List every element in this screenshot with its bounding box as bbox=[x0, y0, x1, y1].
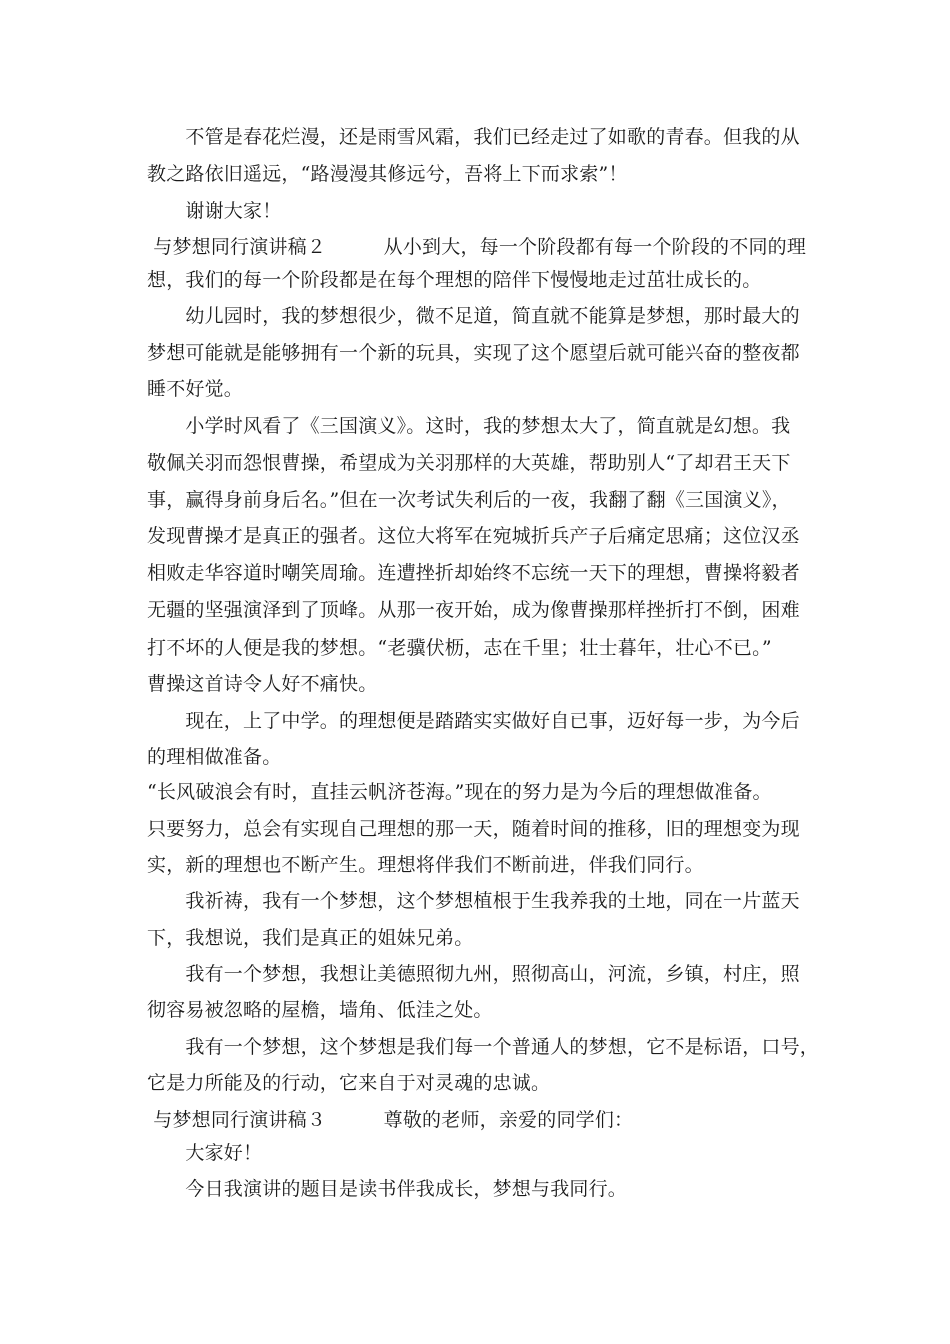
text-line: 大家好！ bbox=[147, 1142, 263, 1164]
text-line: 我祈祷，我有一个梦想，这个梦想植根于生我养我的土地，同在一片蓝天 bbox=[147, 890, 800, 912]
section-heading-line: 与梦想同行演讲稿２ 从小到大，每一个阶段都有每一个阶段的不同的理 bbox=[147, 236, 807, 258]
text-line: 小学时风看了《三国演义》。这时，我的梦想太大了，简直就是幻想。我 bbox=[147, 415, 791, 437]
text-line: 打不坏的人便是我的梦想。“老骥伏枥，志在千里；壮士暮年，壮心不已。” bbox=[147, 637, 772, 659]
text-line: 谢谢大家！ bbox=[147, 200, 282, 222]
section-heading-line: 与梦想同行演讲稿３ 尊敬的老师，亲爱的同学们： bbox=[147, 1109, 634, 1131]
text-line: 幼儿园时，我的梦想很少，微不足道，简直就不能算是梦想，那时最大的 bbox=[147, 305, 800, 327]
text-line: 只要努力，总会有实现自己理想的那一天，随着时间的推移，旧的理想变为现 bbox=[147, 818, 800, 840]
text-line: 我有一个梦想，我想让美德照彻九州，照彻高山，河流，乡镇，村庄，照 bbox=[147, 963, 800, 985]
text-line: 梦想可能就是能够拥有一个新的玩具，实现了这个愿望后就可能兴奋的整夜都 bbox=[147, 342, 800, 364]
text-line: 现在，上了中学。的理想便是踏踏实实做好自已事，迈好每一步，为今后 bbox=[147, 710, 800, 732]
text-line: 不管是春花烂漫，还是雨雪风霜，我们已经走过了如歌的青春。但我的从 bbox=[147, 126, 800, 148]
text-line: 我有一个梦想，这个梦想是我们每一个普通人的梦想，它不是标语，口号， bbox=[147, 1036, 820, 1058]
text-line: 曹操这首诗令人好不痛快。 bbox=[147, 673, 378, 695]
text-line: 睡不好觉。 bbox=[147, 378, 244, 400]
text-line: 彻容易被忽略的屋檐，墙角、低洼之处。 bbox=[147, 999, 493, 1021]
text-line: 发现曹操才是真正的强者。这位大将军在宛城折兵产子后痛定思痛；这位汉丞 bbox=[147, 525, 800, 547]
text-line: 下，我想说，我们是真正的姐妹兄弟。 bbox=[147, 927, 474, 949]
text-line: 教之路依旧遥远，“路漫漫其修远兮，吾将上下而求索”！ bbox=[147, 163, 628, 185]
text-line: 事，赢得身前身后名。”但在一次考试失利后的一夜，我翻了翻《三国演义》， bbox=[147, 489, 791, 511]
text-line: 它是力所能及的行动，它来自于对灵魂的忠诚。 bbox=[147, 1072, 551, 1094]
text-line: 敬佩关羽而怨恨曹操，希望成为关羽那样的大英雄，帮助别人“了却君王天下 bbox=[147, 452, 791, 474]
text-line: “长风破浪会有时，直挂云帆济苍海。”现在的努力是为今后的理想做准备。 bbox=[147, 781, 772, 803]
text-line: 实，新的理想也不断产生。理想将伴我们不断前进，伴我们同行。 bbox=[147, 854, 704, 876]
text-line: 想，我们的每一个阶段都是在每个理想的陪伴下慢慢地走过茁壮成长的。 bbox=[147, 269, 762, 291]
text-line: 的理相做准备。 bbox=[147, 746, 282, 768]
text-line: 无疆的坚强演泽到了顶峰。从那一夜开始，成为像曹操那样挫折打不倒，困难 bbox=[147, 599, 800, 621]
text-line: 相败走华容道时嘲笑周瑜。连遭挫折却始终不忘统一天下的理想，曹操将毅者 bbox=[147, 562, 800, 584]
text-line: 今日我演讲的题目是读书伴我成长，梦想与我同行。 bbox=[147, 1178, 628, 1200]
